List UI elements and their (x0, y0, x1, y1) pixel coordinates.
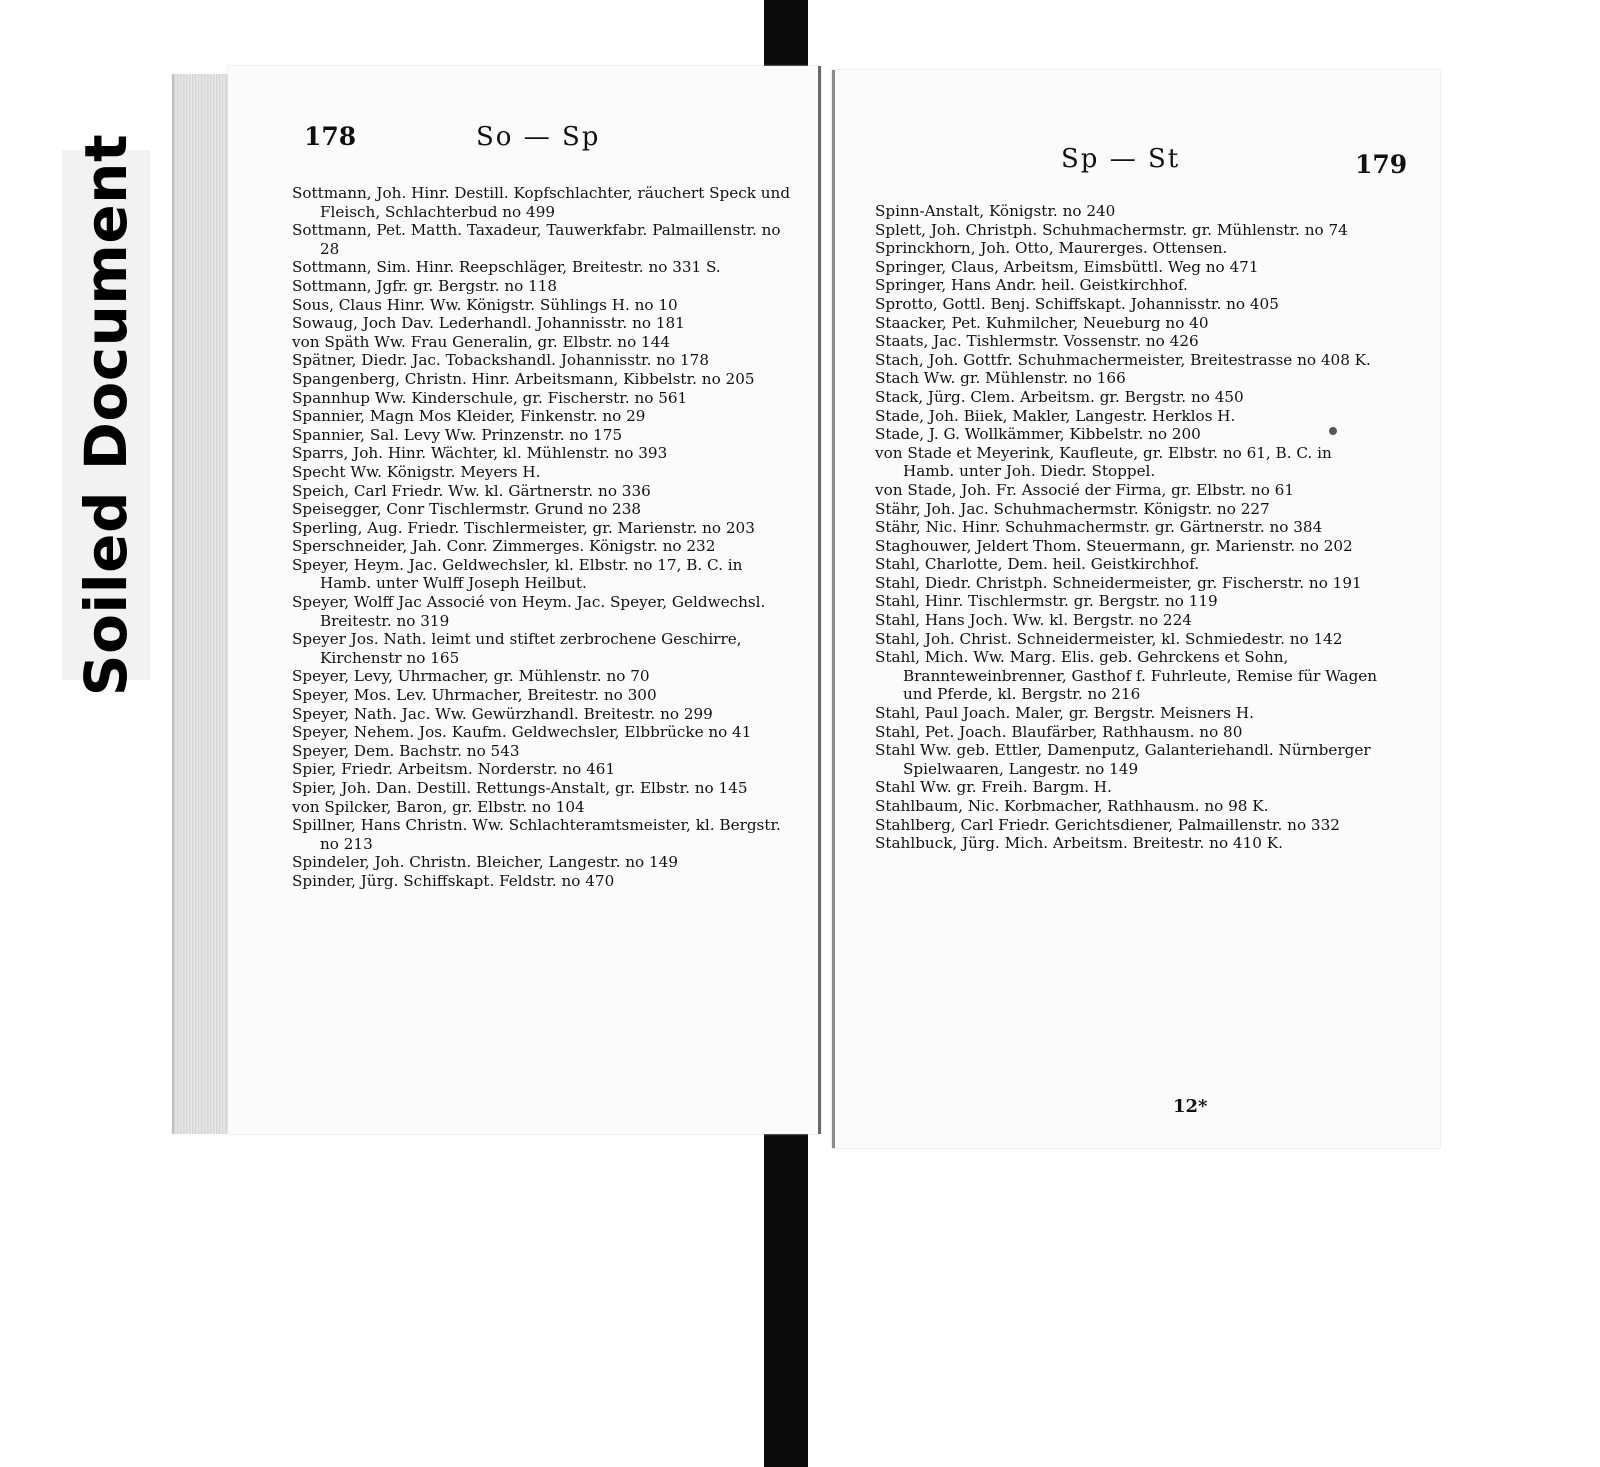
directory-entry: Sperschneider, Jah. Conr. Zimmerges. Königstr. no 232 (292, 537, 716, 556)
directory-entry: Stahl, Hans Joch. Ww. kl. Bergstr. no 224 (875, 611, 1192, 630)
directory-entry: Sottmann, Jgfr. gr. Bergstr. no 118 (292, 276, 558, 295)
directory-entry: Speyer, Heym. Jac. Geldwechsler, kl. Elbstr. no 17, B. C. in Hamb. unter Wulff Joseph Heilbut. (292, 555, 743, 593)
directory-entry: Stähr, Joh. Jac. Schuhmachermstr. Königstr. no 227 (875, 499, 1270, 518)
left-running-head: So — Sp (476, 122, 601, 152)
directory-entry: Splett, Joh. Christph. Schuhmachermstr. gr. Mühlenstr. no 74 (875, 220, 1348, 239)
directory-entry: Speich, Carl Friedr. Ww. kl. Gärtnerstr. no 336 (292, 481, 651, 500)
directory-entry: Springer, Hans Andr. heil. Geistkirchhof. (875, 276, 1188, 295)
directory-entry: von Spilcker, Baron, gr. Elbstr. no 104 (292, 797, 585, 816)
directory-entry: Spindeler, Joh. Christn. Bleicher, Langestr. no 149 (292, 853, 678, 872)
directory-entry: Spillner, Hans Christn. Ww. Schlachteramtsmeister, kl. Bergstr. no 213 (292, 816, 781, 853)
directory-entry: Sparrs, Joh. Hinr. Wächter, kl. Mühlenstr. no 393 (292, 444, 668, 463)
signature-mark: 12* (1173, 1096, 1208, 1117)
directory-entry: Stahl, Diedr. Christph. Schneidermeister, gr. Fischerstr. no 191 (875, 573, 1362, 592)
directory-entry: von Stade et Meyerink, Kaufleute, gr. Elbstr. no 61, B. C. in Hamb. unter Joh. Diedr. Stoppel. (875, 443, 1332, 481)
directory-entry: Sottmann, Pet. Matth. Taxadeur, Tauwerkfabr. Palmaillenstr. no 28 (292, 221, 781, 258)
directory-entry: Staats, Jac. Tishlermstr. Vossenstr. no 426 (875, 332, 1199, 351)
directory-entry: Stach, Joh. Gottfr. Schuhmachermeister, Breitestrasse no 408 K. (875, 350, 1371, 369)
directory-entry: Specht Ww. Königstr. Meyers H. (292, 462, 541, 481)
directory-entry: Speyer, Levy, Uhrmacher, gr. Mühlenstr. no 70 (292, 667, 650, 686)
directory-entry: Springer, Claus, Arbeitsm, Eimsbüttl. Weg no 471 (875, 257, 1259, 276)
directory-entry: von Stade, Joh. Fr. Associé der Firma, gr. Elbstr. no 61 (875, 480, 1295, 499)
left-page-number: 178 (304, 122, 357, 151)
directory-entry: Stahl, Paul Joach. Maler, gr. Bergstr. Meisners H. (875, 704, 1254, 723)
directory-entry: Staacker, Pet. Kuhmilcher, Neueburg no 40 (875, 313, 1209, 332)
directory-entry: Stahl, Pet. Joach. Blaufärber, Rathhausm. no 80 (875, 722, 1243, 741)
directory-entry: Sprinckhorn, Joh. Otto, Maurerges. Ottensen. (875, 239, 1228, 258)
directory-entry: Speisegger, Conr Tischlermstr. Grund no 238 (292, 500, 642, 519)
directory-entry: Stahlbaum, Nic. Korbmacher, Rathhausm. no 98 K. (875, 797, 1269, 815)
directory-entry: Speyer Jos. Nath. leimt und stiftet zerbrochene Geschirre, Kirchenstr no 165 (292, 630, 742, 667)
right-directory-list (875, 202, 1387, 853)
directory-entry: Sprotto, Gottl. Benj. Schiffskapt. Johannisstr. no 405 (875, 294, 1279, 313)
directory-entry: Stähr, Nic. Hinr. Schuhmachermstr. gr. Gärtnerstr. no 384 (875, 518, 1323, 537)
document-condition-label: Soiled Document (72, 133, 140, 697)
directory-entry: Stahlberg, Carl Friedr. Gerichtsdiener, Palmaillenstr. no 332 (875, 815, 1340, 834)
directory-entry: Stahl Ww. geb. Ettler, Damenputz, Galanteriehandl. Nürnberger Spielwaaren, Langestr. no 149 (875, 741, 1371, 778)
directory-entry: Spannhup Ww. Kinderschule, gr. Fischerstr. no 561 (292, 388, 688, 407)
right-page-number: 179 (1355, 150, 1408, 179)
right-page (832, 70, 1440, 1148)
directory-entry: Sous, Claus Hinr. Ww. Königstr. Sühlings H. no 10 (292, 295, 678, 314)
directory-entry: Speyer, Wolff Jac Associé von Heym. Jac. Speyer, Geldwechsl. Breitestr. no 319 (292, 593, 766, 630)
directory-entry: Stahlbuck, Jürg. Mich. Arbeitsm. Breitestr. no 410 K. (875, 834, 1283, 853)
directory-entry: Spangenberg, Christn. Hinr. Arbeitsmann, Kibbelstr. no 205 (292, 369, 755, 388)
directory-entry: von Späth Ww. Frau Generalin, gr. Elbstr. no 144 (292, 332, 671, 351)
directory-entry: Spinder, Jürg. Schiffskapt. Feldstr. no 470 (292, 871, 615, 890)
directory-entry: Stahl Ww. gr. Freih. Bargm. H. (875, 778, 1112, 797)
directory-entry: Speyer, Nehem. Jos. Kaufm. Geldwechsler, Elbbrücke no 41 (292, 723, 752, 742)
left-page (228, 66, 821, 1134)
directory-entry: Stahl, Charlotte, Dem. heil. Geistkirchhof. (875, 555, 1200, 574)
directory-entry: Sperling, Aug. Friedr. Tischlermeister, gr. Marienstr. no 203 (292, 518, 755, 537)
directory-entry: Stade, Joh. Biiek, Makler, Langestr. Herklos H. (875, 406, 1236, 425)
right-running-head: Sp — St (1061, 144, 1181, 174)
directory-entry: Stahl, Hinr. Tischlermstr. gr. Bergstr. no 119 (875, 592, 1218, 611)
directory-entry: Spinn-Anstalt, Königstr. no 240 (875, 202, 1116, 220)
left-directory-list (292, 184, 798, 891)
directory-entry: Sottmann, Sim. Hinr. Reepschläger, Breitestr. no 331 S. (292, 258, 721, 277)
directory-entry: Speyer, Nath. Jac. Ww. Gewürzhandl. Breitestr. no 299 (292, 704, 713, 723)
directory-entry: Stade, J. G. Wollkämmer, Kibbelstr. no 200 (875, 425, 1201, 444)
directory-entry: Spier, Friedr. Arbeitsm. Norderstr. no 461 (292, 760, 616, 779)
directory-entry: Speyer, Mos. Lev. Uhrmacher, Breitestr. no 300 (292, 686, 657, 705)
directory-entry: Spier, Joh. Dan. Destill. Rettungs-Anstalt, gr. Elbstr. no 145 (292, 779, 748, 797)
directory-entry: Speyer, Dem. Bachstr. no 543 (292, 741, 520, 760)
directory-entry: Sottmann, Joh. Hinr. Destill. Kopfschlachter, räuchert Speck und Fleisch, Schlachterbud no 499 (292, 184, 791, 221)
directory-entry: Stach Ww. gr. Mühlenstr. no 166 (875, 369, 1126, 388)
directory-entry: Spannier, Sal. Levy Ww. Prinzenstr. no 175 (292, 425, 623, 444)
ink-smudge (1329, 427, 1337, 435)
directory-entry: Sowaug, Joch Dav. Lederhandl. Johannisstr. no 181 (292, 314, 685, 333)
directory-entry: Stack, Jürg. Clem. Arbeitsm. gr. Bergstr. no 450 (875, 387, 1244, 406)
directory-entry: Stahl, Joh. Christ. Schneidermeister, kl. Schmiedestr. no 142 (875, 629, 1343, 648)
directory-entry: Spätner, Diedr. Jac. Tobackshandl. Johannisstr. no 178 (292, 351, 709, 370)
directory-entry: Spannier, Magn Mos Kleider, Finkenstr. no 29 (292, 407, 646, 426)
directory-entry: Stahl, Mich. Ww. Marg. Elis. geb. Gehrckens et Sohn, Brannteweinbrenner, Gasthof f. Fuhrleute, Remise für Wagen und Pferde, kl. Bergstr. no 216 (875, 648, 1378, 704)
directory-entry: Staghouwer, Jeldert Thom. Steuermann, gr. Marienstr. no 202 (875, 536, 1353, 555)
